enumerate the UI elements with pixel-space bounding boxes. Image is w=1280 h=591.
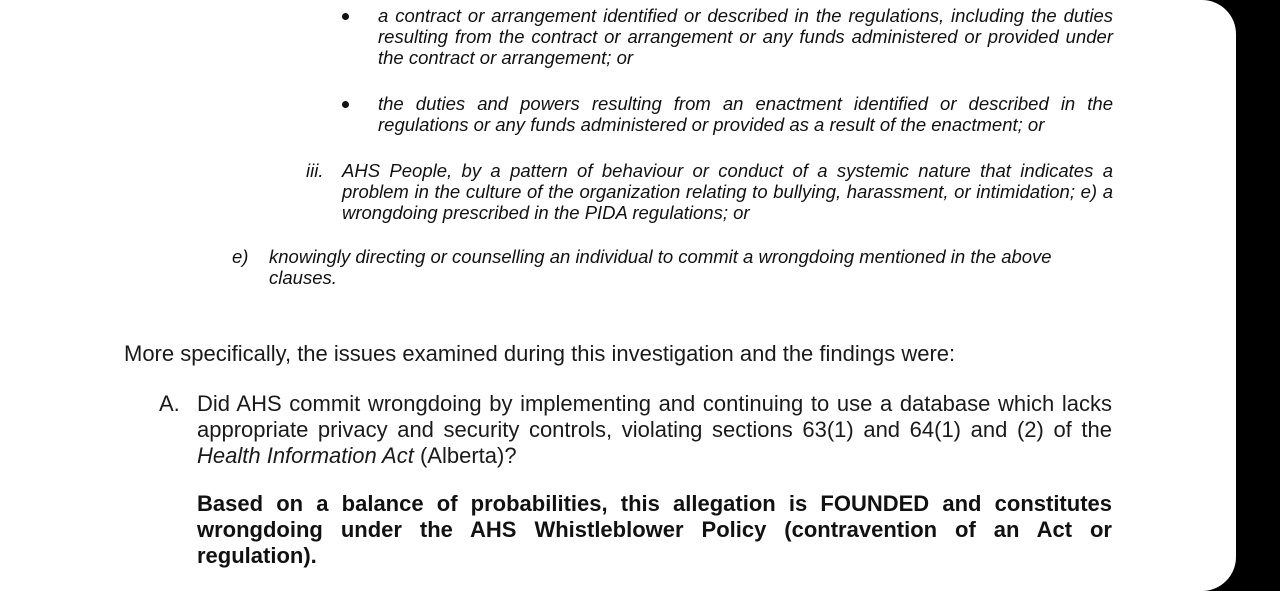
list-item-iii: AHS People, by a pattern of behaviour or conduct of a systemic nature that indicates a problem in the culture of the organization relating to bullying, harassment, or intimidation; e) a wrongdoing prescribed in the PIDA regulations; or <box>342 160 1113 223</box>
bullet-item-contract: a contract or arrangement identified or described in the regulations, including the duties resulting from the contract or arrangement or any funds administered or provided under the contract or arrangement; or <box>378 5 1113 68</box>
question-a <box>197 391 1112 469</box>
intro-paragraph: More specifically, the issues examined during this investigation and the findings were: <box>124 341 956 366</box>
list-item-e: knowingly directing or counselling an individual to commit a wrongdoing mentioned in the above clauses. <box>269 246 1052 288</box>
list-marker-e: e) <box>232 246 249 267</box>
finding-a: Based on a balance of probabilities, this allegation is FOUNDED and constitutes wrongdoing under the AHS Whistleblower Policy (contravention of an Act or regulation). <box>197 491 1112 568</box>
bullet-marker <box>342 101 349 108</box>
question-a-text-end: (Alberta)? <box>413 443 517 468</box>
question-marker-a: A. <box>159 391 180 416</box>
question-a-text: Did AHS commit wrongdoing by implementing and continuing to use a database which lacks appropriate privacy and security controls, violating sections 63(1) and 64(1) and (2) of the <box>197 391 1112 442</box>
act-title: Health Information Act <box>197 443 414 468</box>
list-marker-iii: iii. <box>306 160 324 181</box>
bullet-marker <box>342 13 349 20</box>
bullet-item-enactment: the duties and powers resulting from an enactment identified or described in the regulations or any funds administered or provided as a result of the enactment; or <box>378 93 1113 135</box>
